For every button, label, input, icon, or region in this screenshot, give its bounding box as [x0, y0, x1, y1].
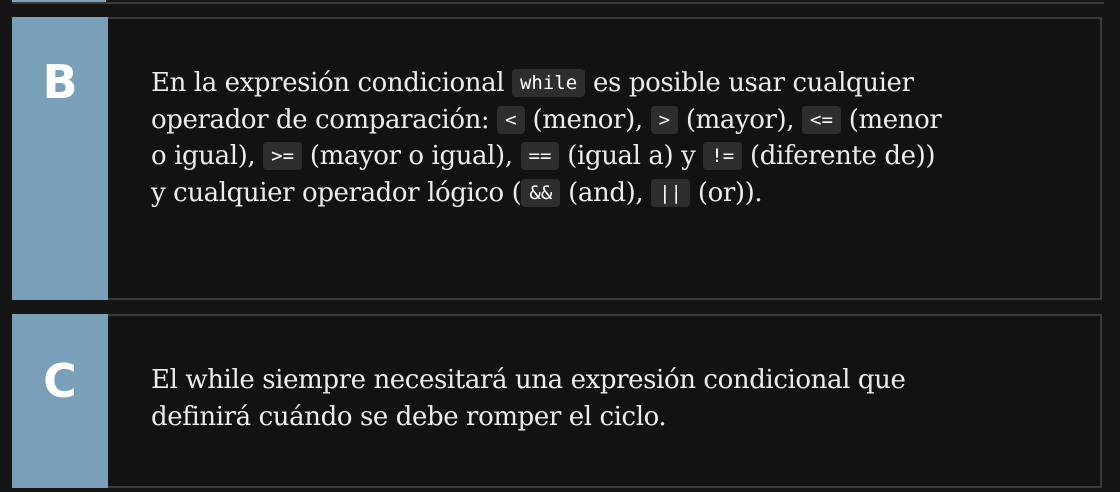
text-segment: (and),	[560, 177, 652, 208]
answer-option-c[interactable]	[12, 314, 1102, 488]
option-text: El while siempre necesitará una expresión condicional que definirá cuándo se debe romper el ciclo.	[151, 365, 906, 432]
inline-code: >=	[263, 142, 302, 170]
option-text	[151, 65, 950, 211]
text-segment: (mayor),	[678, 104, 803, 135]
previous-option-strip	[12, 0, 106, 2]
text-segment: (or)).	[689, 177, 763, 208]
previous-option-card-edge	[12, 0, 1104, 4]
text-segment: (mayor o igual),	[302, 141, 521, 171]
option-letter: B	[42, 55, 78, 109]
text-segment: es posible usar cualquier operador de comparación:	[151, 68, 914, 135]
option-letter-strip	[12, 314, 108, 488]
inline-code: <=	[802, 106, 841, 134]
inline-code: ==	[521, 142, 560, 170]
text-segment: (menor),	[524, 104, 651, 135]
text-segment: (igual a) y	[559, 141, 704, 171]
option-letter: C	[43, 354, 77, 408]
option-letter-strip	[12, 17, 108, 300]
inline-code: !=	[703, 142, 742, 170]
inline-code: >	[651, 106, 678, 134]
inline-code: ||	[651, 179, 690, 207]
text-segment: (diferente de)) y cualquier operador lógico (	[151, 141, 936, 208]
text-segment: En la expresión condicional	[151, 68, 512, 98]
inline-code: <	[497, 106, 524, 134]
answer-option-b[interactable]	[12, 17, 1102, 300]
inline-code: &&	[521, 179, 560, 207]
text-segment: (menor o igual),	[151, 104, 942, 171]
inline-code: while	[512, 69, 585, 97]
